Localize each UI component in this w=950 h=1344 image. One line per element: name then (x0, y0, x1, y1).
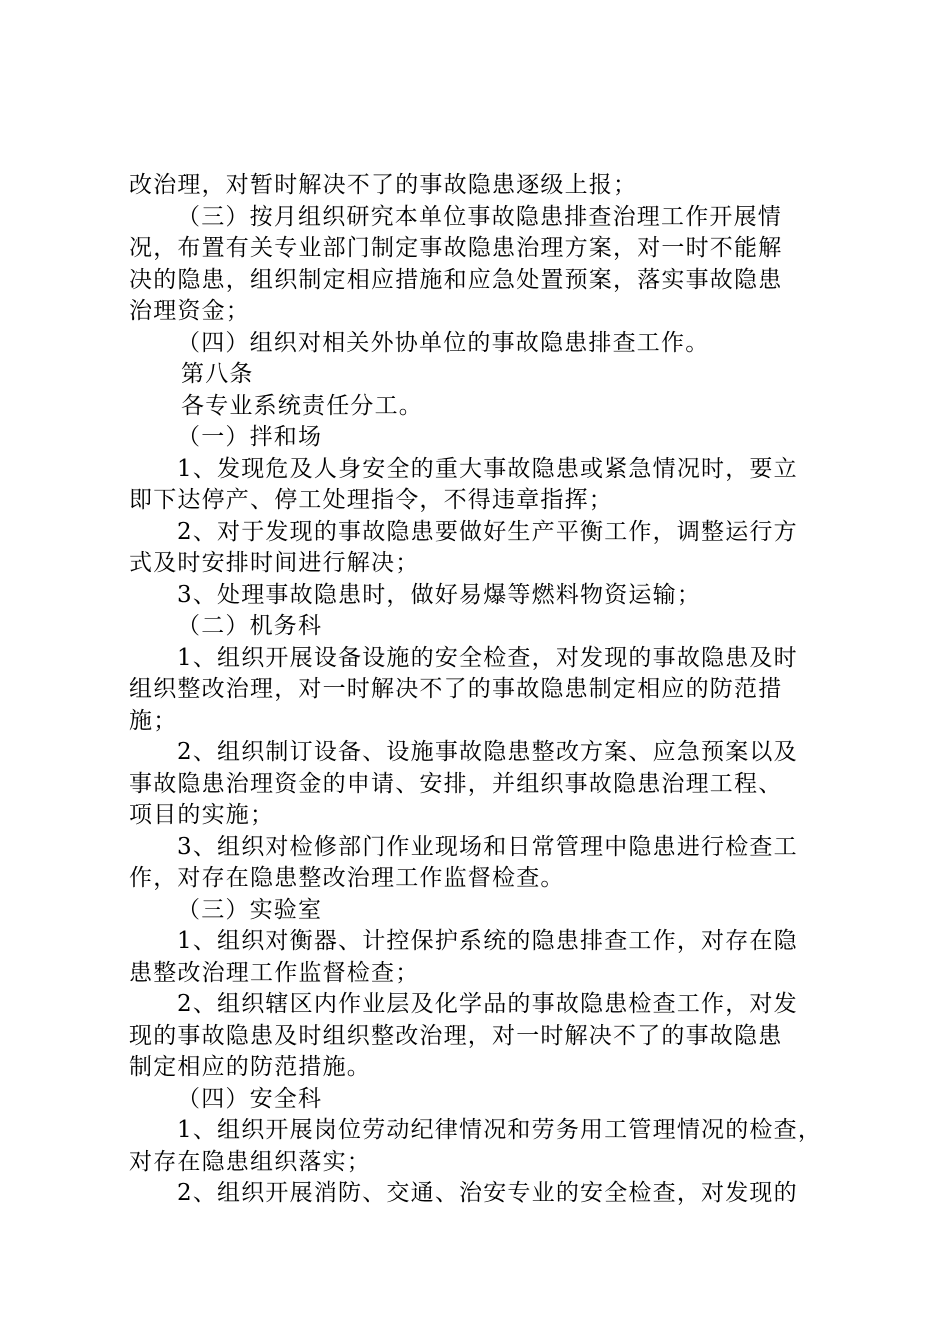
text-line: 项目的实施； (129, 802, 275, 828)
text-line: 3、处理事故隐患时，做好易爆等燃料物资运输； (177, 581, 702, 608)
text-line: （三）按月组织研究本单位事故隐患排查治理工作开展情 (177, 203, 782, 230)
text-line: 制定相应的防范措施。 (129, 1054, 371, 1080)
text-line: 现的事故隐患及时组织整改治理，对一时解决不了的事故隐患 (129, 1022, 783, 1049)
text-line: 2、组织开展消防、交通、治安专业的安全检查，对发现的 (177, 1180, 798, 1206)
text-line: 治理资金； (129, 298, 250, 324)
text-line: 2、组织辖区内作业层及化学品的事故隐患检查工作，对发 (177, 991, 798, 1017)
text-line: 1、组织开展设备设施的安全检查，对发现的事故隐患及时 (177, 644, 798, 671)
section-heading: （一）拌和场 (177, 424, 323, 450)
text-line: 1、发现危及人身安全的重大事故隐患或紧急情况时，要立 (177, 455, 798, 482)
document-body (129, 170, 834, 1210)
text-line: 1、组织对衡器、计控保护系统的隐患排查工作，对存在隐 (177, 928, 798, 954)
text-line: 事故隐患治理资金的申请、安排，并组织事故隐患治理工程、 (129, 770, 783, 797)
text-line: 决的隐患，组织制定相应措施和应急处置预案，落实事故隐患 (129, 266, 783, 293)
text-line: 作，对存在隐患整改治理工作监督检查。 (129, 865, 565, 891)
text-line: 各专业系统责任分工。 (181, 392, 423, 419)
text-line: 3、组织对检修部门作业现场和日常管理中隐患进行检查工 (177, 833, 798, 860)
text-line: （四）组织对相关外协单位的事故隐患排查工作。 (177, 329, 710, 356)
section-heading: （三）实验室 (177, 896, 323, 923)
section-heading: （二）机务科 (177, 613, 323, 639)
article-heading: 第八条 (181, 361, 254, 387)
text-line: 式及时安排时间进行解决； (129, 550, 420, 576)
text-line: 组织整改治理，对一时解决不了的事故隐患制定相应的防范措 (129, 676, 783, 702)
section-heading: （四）安全科 (177, 1085, 323, 1112)
text-line: 况，布置有关专业部门制定事故隐患治理方案，对一时不能解 (129, 235, 783, 261)
text-line: 对存在隐患组织落实； (129, 1148, 371, 1175)
text-line: 改治理，对暂时解决不了的事故隐患逐级上报； (129, 172, 638, 198)
text-line: 即下达停产、停工处理指令，不得违章指挥； (129, 487, 613, 513)
text-line: 1、组织开展岗位劳动纪律情况和劳务用工管理情况的检查， (177, 1117, 823, 1143)
text-line: 施； (129, 707, 178, 734)
text-line: 患整改治理工作监督检查； (129, 959, 420, 986)
text-line: 2、对于发现的事故隐患要做好生产平衡工作，调整运行方 (177, 518, 798, 545)
text-line: 2、组织制订设备、设施事故隐患整改方案、应急预案以及 (177, 739, 798, 765)
